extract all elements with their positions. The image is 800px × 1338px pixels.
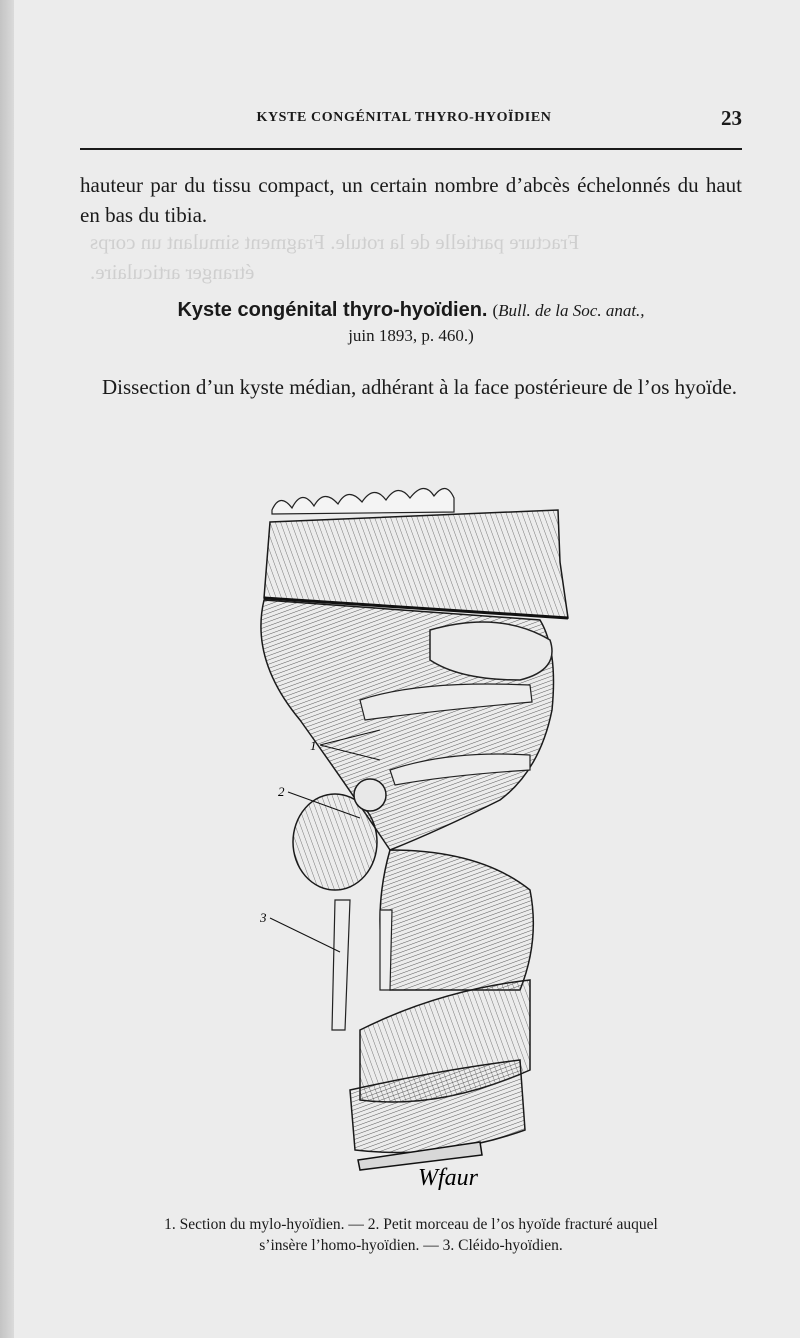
page-number: 23 xyxy=(721,106,742,130)
observation-title: Kyste congénital thyro-hyoïdien. xyxy=(177,299,488,321)
figure-label-1: 1 xyxy=(310,738,317,753)
figure-label-2: 2 xyxy=(278,784,285,799)
observation-body: Dissection d’un kyste médian, adhérant à la face postérieure de l’os hyoïde. xyxy=(102,375,738,399)
page-edge xyxy=(0,0,14,1338)
hyoid-fragment xyxy=(354,779,386,811)
thyroid-cartilage xyxy=(380,850,533,990)
header-rule xyxy=(80,148,742,150)
bleed-through-text: Fracture partielle de la rotule. Fragment simulant un corps xyxy=(90,230,580,254)
dissection-illustration xyxy=(240,470,580,1190)
figure-caption xyxy=(80,1214,742,1256)
caption-line-2: s’insère l’homo-hyoïdien. — 3. Cléido-hyoïdien. xyxy=(259,1237,563,1254)
bleed-through-text: étranger articulaire. xyxy=(90,260,255,284)
running-title: KYSTE CONGÉNITAL THYRO-HYOÏDIEN xyxy=(256,110,552,125)
observation-heading xyxy=(80,298,742,348)
cleido-hyoid-muscle xyxy=(332,900,350,1030)
anatomical-figure xyxy=(240,470,580,1190)
caption-line-1: 1. Section du mylo-hyoïdien. — 2. Petit morceau de l’os hyoïde fracturé auquel xyxy=(164,1216,658,1233)
reference-journal: Bull. de la Soc. anat., xyxy=(498,301,645,320)
reference-open: ( xyxy=(492,301,499,320)
figure-label-3: 3 xyxy=(260,910,267,925)
running-head xyxy=(66,106,742,136)
artist-signature: Wfaur xyxy=(418,1165,478,1190)
reference-date: juin 1893, p. 460.) xyxy=(348,326,474,345)
teeth xyxy=(272,488,454,514)
continuation-paragraph: hauteur par du tissu compact, un certain nombre d’abcès échelonnés du haut en bas du tibia. xyxy=(80,173,742,227)
